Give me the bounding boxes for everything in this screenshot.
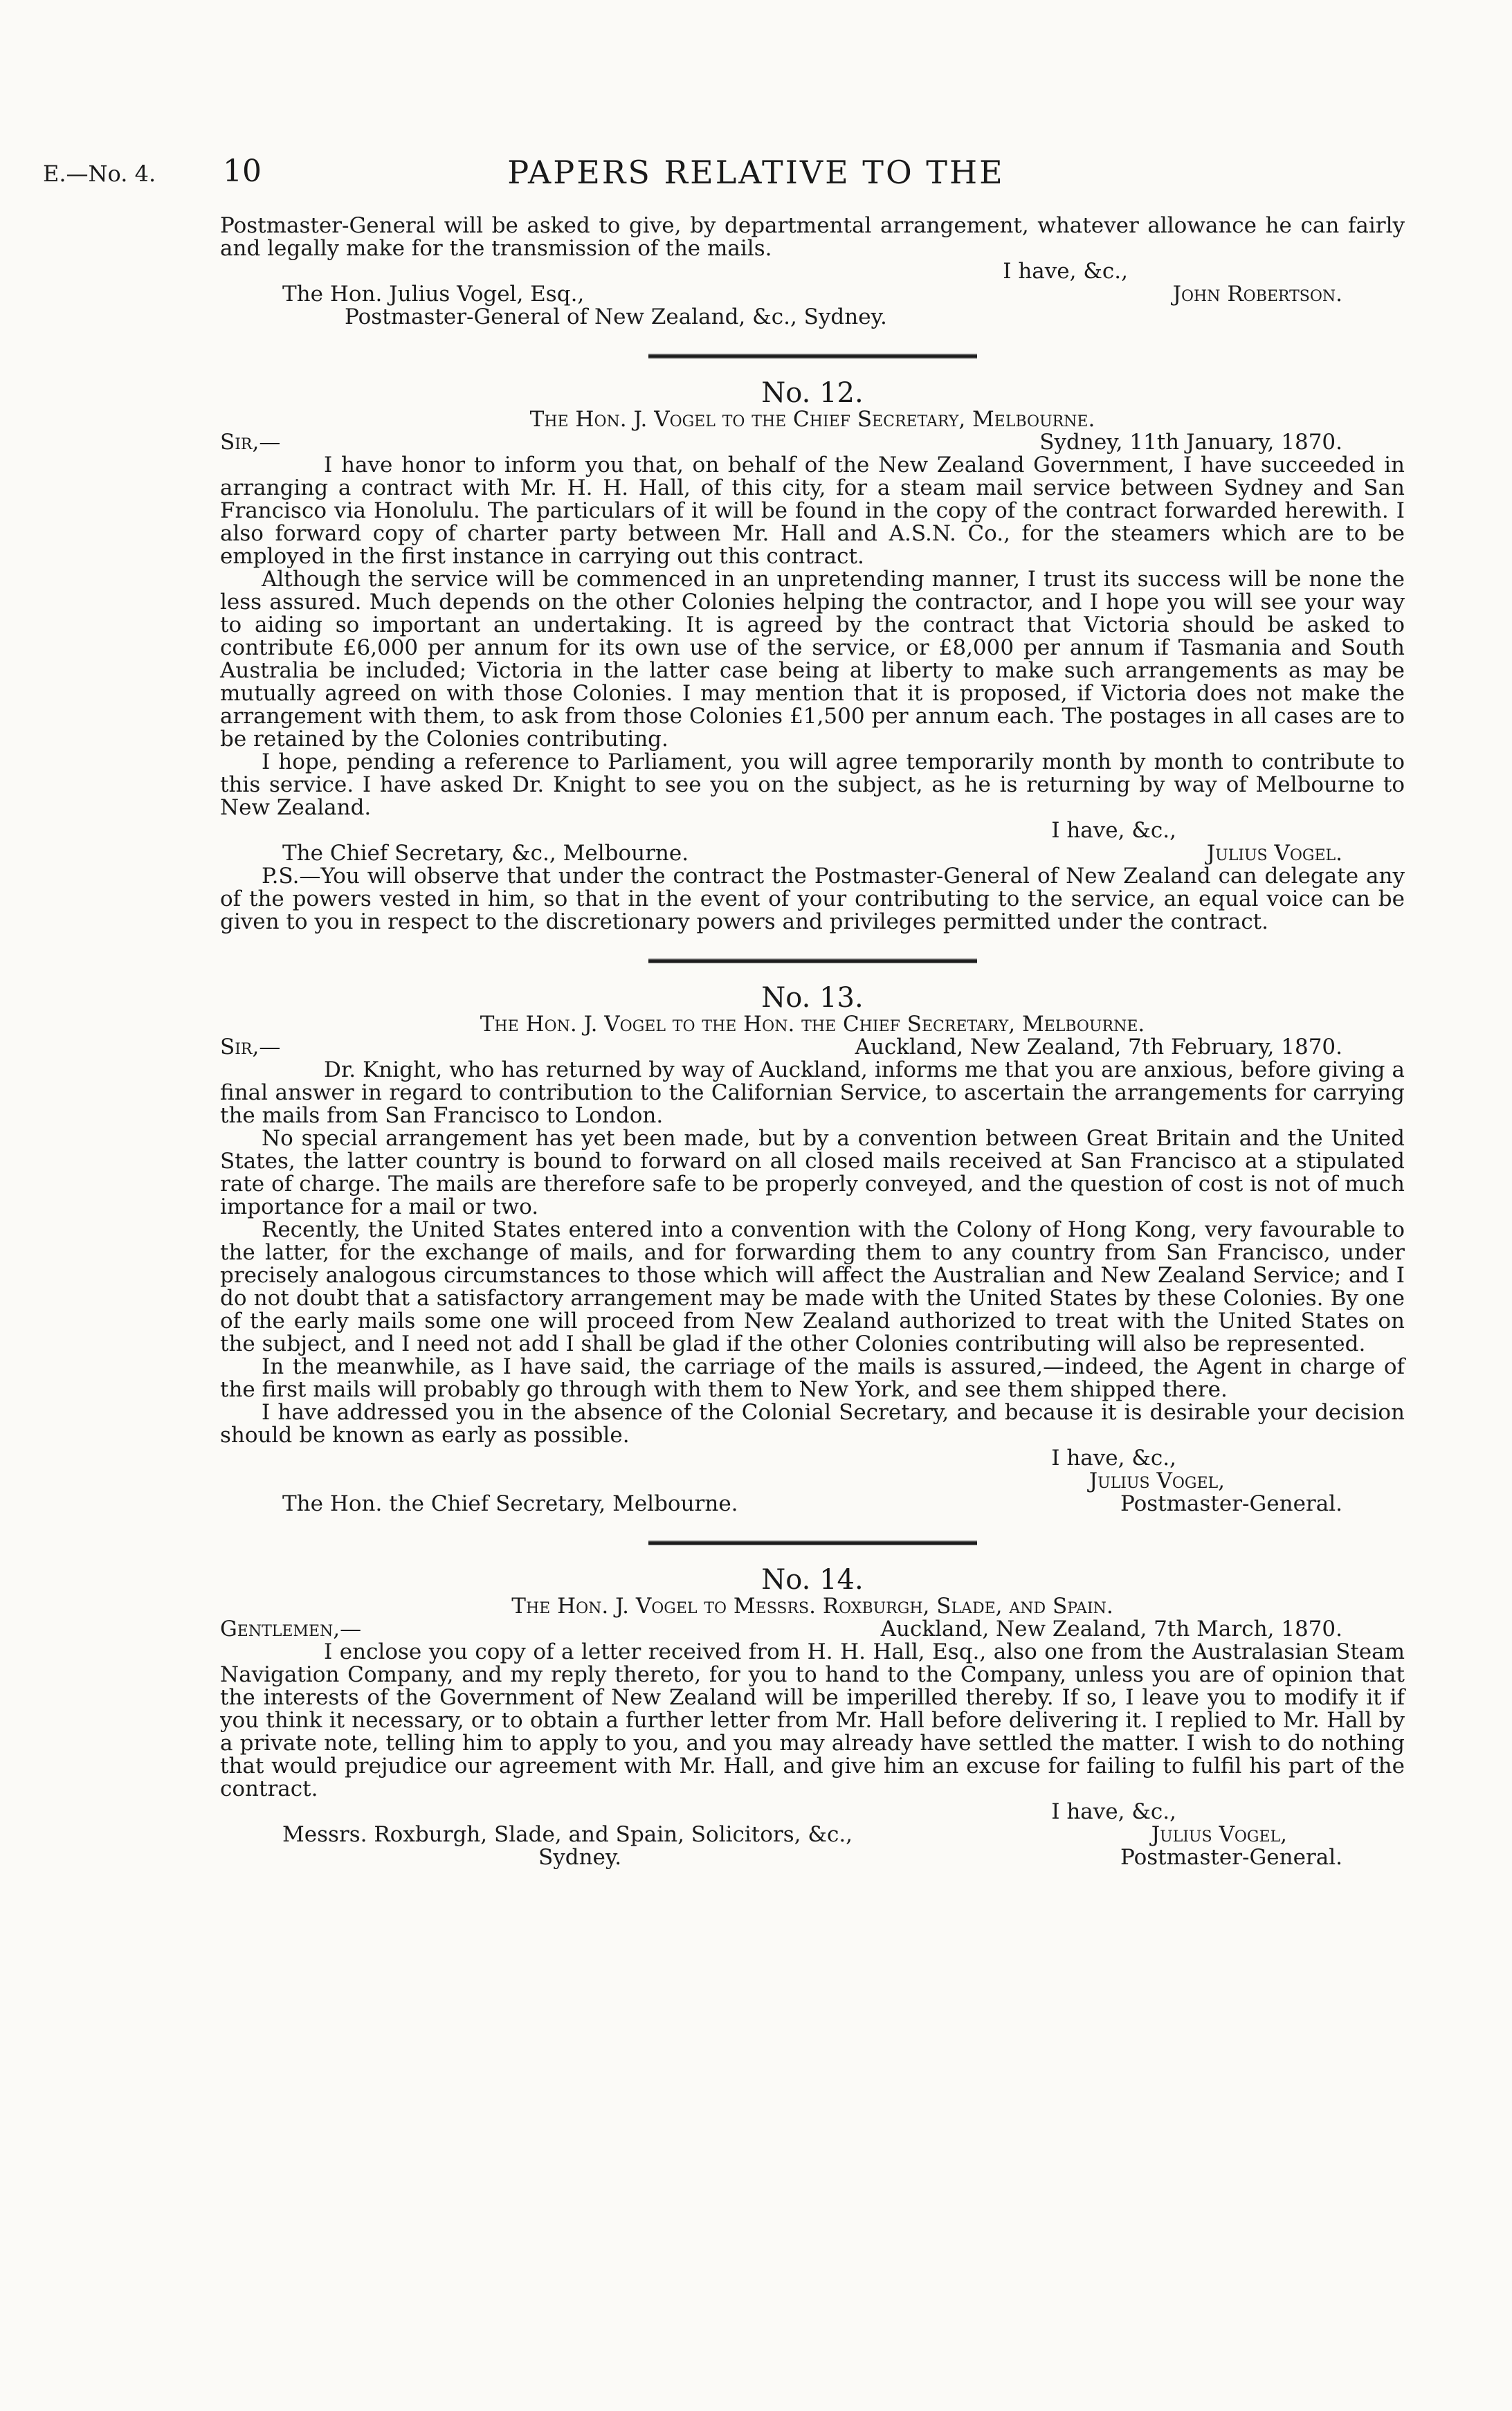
- addressee-line: Postmaster-General of New Zealand, &c., Sydney.: [345, 304, 887, 329]
- running-head: [0, 154, 1512, 195]
- letter-number: No. 13.: [761, 982, 864, 1014]
- letter-paragraph: Although the service will be commenced in an unpretending manner, I trust its success will be none the less assured. Much depends on the other Colonies helping the contractor, and I hope you will see your way to aiding so important an undertaking. It is agreed by the contract that Victoria should be asked to contribute £6,000 per annum for its own use of the service, or £8,000 per annum if Tasmania and South Australia be included; Victoria in the latter case being at liberty to make such arrangements as may be mutually agreed on with those Colonies. I may mention that it is proposed, if Victoria does not make the arrangement with them, to ask from those Colonies £1,500 per annum each. The postages in all cases are to be retained by the Colonies contributing.: [220, 567, 1405, 752]
- salutation: Gentlemen,—: [220, 1617, 362, 1641]
- addressee-title-row: [220, 1846, 1405, 1869]
- letter-paragraph: I hope, pending a reference to Parliament, you will agree temporarily month by month to contribute to this service. I have asked Dr. Knight to see you on the subject, as he is returning by way of Melbourne to New Zealand.: [220, 749, 1405, 820]
- signature: Julius Vogel,: [1151, 1822, 1287, 1847]
- closing: I have, &c.,: [1051, 1799, 1176, 1824]
- closing: I have, &c.,: [1003, 259, 1128, 284]
- signature-title: Postmaster-General.: [1120, 1491, 1342, 1516]
- letter-heading: The Hon. J. Vogel to the Chief Secretary, Melbourne.: [529, 407, 1095, 432]
- addressee-signature-row: [220, 1823, 1405, 1846]
- addressee: The Chief Secretary, &c., Melbourne.: [282, 841, 689, 866]
- letter-paragraph: I have honor to inform you that, on behalf of the New Zealand Government, I have succeeded in arranging a contract with Mr. H. H. Hall, of this city, for a steam mail service between Sydney and San Francisco via Honolulu. The particulars of it will be found in the copy of the contract forwarded herewith. I also forward copy of charter party between Mr. Hall and A.S.N. Co., for the steamers which are to be employed in the first instance in carrying out this contract.: [220, 453, 1405, 569]
- addressee-title-row: [220, 1493, 1405, 1516]
- salutation-date-row: [220, 1036, 1405, 1059]
- addressee: The Hon. the Chief Secretary, Melbourne.: [282, 1491, 738, 1516]
- addressee-signature-row: [220, 283, 1405, 306]
- letter-paragraph: I have addressed you in the absence of the Colonial Secretary, and because it is desirable your decision should be known as early as possible.: [220, 1400, 1405, 1448]
- letter-date: Auckland, New Zealand, 7th March, 1870.: [880, 1617, 1342, 1641]
- letter-paragraph: I enclose you copy of a letter received from H. H. Hall, Esq., also one from the Australasian Steam Navigation Company, and my reply thereto, for you to hand to the Company, unless you are of opinion that the interests of the Government of New Zealand will be imperilled thereby. If so, I leave you to modify it if you think it necessary, or to obtain a further letter from Mr. Hall before delivering it. I replied to Mr. Hall by a private note, telling him to apply to you, and you may already have settled the matter. I wish to do nothing that would prejudice our agreement with Mr. Hall, and give him an excuse for failing to fulfil his part of the contract.: [220, 1639, 1405, 1801]
- section-rule: [648, 1540, 977, 1545]
- salutation: Sir,—: [220, 430, 281, 455]
- addressee: Messrs. Roxburgh, Slade, and Spain, Solicitors, &c.,: [282, 1822, 853, 1847]
- paper-reference: E.—No. 4.: [43, 161, 156, 187]
- signature: John Robertson.: [1172, 282, 1342, 307]
- letter-heading: The Hon. J. Vogel to the Hon. the Chief Secretary, Melbourne.: [480, 1012, 1145, 1037]
- addressee-signature-row: [220, 842, 1405, 865]
- letter-paragraph: Recently, the United States entered into a convention with the Colony of Hong Kong, very favourable to the latter, for the exchange of mails, and for forwarding them to any country from San Francisco, under precisely analogous circumstances to those which will affect the Australian and New Zealand Service; and I do not doubt that a satisfactory arrangement may be made with the United States by these Colonies. By one of the early mails some one will proceed from New Zealand authorized to treat with the United States on the subject, and I need not add I shall be glad if the other Colonies contributing will also be represented.: [220, 1217, 1405, 1356]
- letter-date: Auckland, New Zealand, 7th February, 1870.: [855, 1035, 1342, 1059]
- page-number: 10: [223, 154, 262, 189]
- addressee-line: Sydney.: [538, 1845, 622, 1870]
- closing: I have, &c.,: [1051, 1446, 1176, 1471]
- continuation-paragraph: Postmaster-General will be asked to give, by departmental arrangement, whatever allowance he can fairly and legally make for the transmission of the mails.: [220, 213, 1405, 261]
- signature: Julius Vogel,: [1089, 1468, 1225, 1493]
- document-body: [220, 215, 1405, 1869]
- addressee: The Hon. Julius Vogel, Esq.,: [282, 282, 585, 307]
- salutation-date-row: [220, 431, 1405, 454]
- salutation-date-row: [220, 1618, 1405, 1641]
- letter-number: No. 14.: [761, 1564, 864, 1596]
- letter-paragraph: Dr. Knight, who has returned by way of Auckland, informs me that you are anxious, before giving a final answer in regard to contribution to the Californian Service, to ascertain the arrangements for carrying the mails from San Francisco to London.: [220, 1057, 1405, 1128]
- section-rule: [648, 354, 977, 358]
- letter-date: Sydney, 11th January, 1870.: [1039, 430, 1342, 455]
- signature-title: Postmaster-General.: [1120, 1845, 1342, 1870]
- salutation: Sir,—: [220, 1035, 281, 1059]
- signature: Julius Vogel.: [1206, 841, 1342, 866]
- letter-number: No. 12.: [761, 377, 864, 409]
- section-rule: [648, 958, 977, 963]
- postscript: P.S.—You will observe that under the contract the Postmaster-General of New Zealand can delegate any of the powers vested in him, so that in the event of your contributing to the service, an equal voice can be given to you in respect to the discretionary powers and privileges permitted under the contract.: [220, 864, 1405, 934]
- letter-heading: The Hon. J. Vogel to Messrs. Roxburgh, Slade, and Spain.: [511, 1594, 1113, 1619]
- closing: I have, &c.,: [1051, 818, 1176, 843]
- page-title: PAPERS RELATIVE TO THE: [507, 154, 1005, 191]
- letter-paragraph: No special arrangement has yet been made, but by a convention between Great Britain and the United States, the latter country is bound to forward on all closed mails received at San Francisco at a stipulated rate of charge. The mails are therefore safe to be properly conveyed, and the question of cost is not of much importance for a mail or two.: [220, 1126, 1405, 1219]
- letter-paragraph: In the meanwhile, as I have said, the carriage of the mails is assured,—indeed, the Agent in charge of the first mails will probably go through with them to New York, and see them shipped there.: [220, 1354, 1405, 1402]
